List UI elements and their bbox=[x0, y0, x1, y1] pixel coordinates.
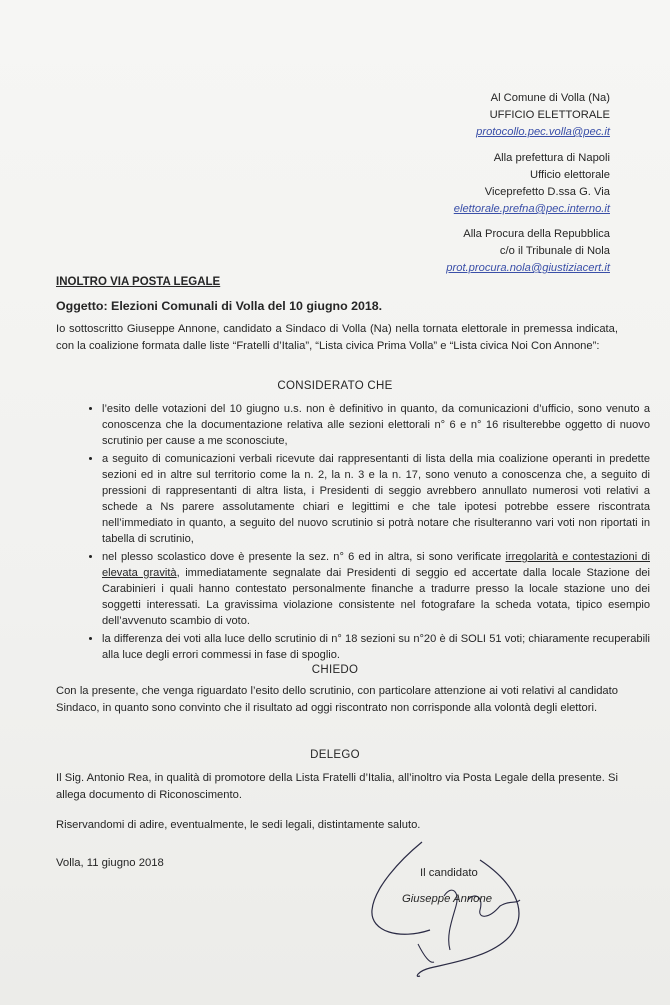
recipient-email[interactable]: protocollo.pec.volla@pec.it bbox=[476, 126, 610, 138]
list-item-text: nel plesso scolastico dove è presente la sez. n° 6 ed in altra, si sono verificate bbox=[102, 551, 506, 563]
delego-heading: DELEGO bbox=[310, 749, 360, 761]
delegation-paragraph: Il Sig. Antonio Rea, in qualità di promotore della Lista Fratelli d’Italia, all’inoltro via Posta Legale della presente. Si allega documento di Riconoscimento. bbox=[56, 772, 618, 801]
recipient-prefettura bbox=[454, 150, 610, 218]
list-item-text: , immediatamente segnalate dai Presidenti di seggio ed accertate dalla locale Stazione dei Carabinieri i quali hanno contestato personalmente finanche a tradurre presso la locale stazione uno dei soggetti interessati. La gravissima violazione consistente nel fotografare la scheda votata, tipico esempio dell’avvenuto scambio di voto. bbox=[102, 567, 650, 627]
list-item: • la differenza dei voti alla luce dello scrutinio di n° 18 sezioni su n°20 è di SOLI 51 voti; chiaramente recuperabili alla luce degli errori commessi in fase di spoglio. bbox=[102, 631, 650, 663]
recipient-line: UFFICIO ELETTORALE bbox=[489, 109, 610, 121]
recipient-email[interactable]: prot.procura.nola@giustiziacert.it bbox=[446, 262, 610, 274]
recipient-line: Ufficio elettorale bbox=[529, 169, 610, 181]
underlined-text: irregolarità e contestazioni di elevata gravità bbox=[102, 551, 650, 579]
list-item: • a seguito di comunicazioni verbali ricevute dai rappresentanti di lista della mia coalizione operanti in predette sezioni ed in altre sul territorio come la n. 2, la n. 3 e la n. 17, sono venuto a conoscenza che, a seguito di pressioni di rappresentanti di altra lista, i Presidenti di seggio avrebbero annullato numerosi voti relativi a schede a Ns parere assolutamente chiari e legittimi e che tale ipotesi potrebbe essere riscontrata nell’immediato in quanto, a seguito del nuovo scrutinio si potrà notare che risulteranno vari voti non riportati in tabella di scrutinio, bbox=[102, 451, 650, 547]
recipient-line: Alla Procura della Repubblica bbox=[463, 228, 610, 240]
recipient-line: Al Comune di Volla (Na) bbox=[490, 92, 610, 104]
signature-role: Il candidato bbox=[420, 867, 478, 879]
place-date: Volla, 11 giugno 2018 bbox=[56, 857, 164, 869]
delivery-method: INOLTRO VIA POSTA LEGALE bbox=[56, 276, 221, 288]
list-item bbox=[102, 549, 650, 629]
request-paragraph: Con la presente, che venga riguardato l’esito dello scrutinio, con particolare attenzione ai voti relativi al candidato Sindaco, in quanto sono convinto che il risultato ad oggi riscontrato non corrisponde alla volontà degli elettori. bbox=[56, 685, 618, 714]
recipient-comune bbox=[476, 90, 610, 141]
subject-line: Oggetto: Elezioni Comunali di Volla del 10 giugno 2018. bbox=[56, 299, 383, 313]
intro-paragraph: Io sottoscritto Giuseppe Annone, candidato a Sindaco di Volla (Na) nella tornata elettorale in premessa indicata, con la coalizione formata dalle liste “Fratelli d’Italia”, “Lista civica Prima Volla” e “Lista civica Noi Con Annone”: bbox=[56, 323, 618, 352]
list-item: • l’esito delle votazioni del 10 giugno u.s. non è definitivo in quanto, da comunicazioni d’ufficio, sono venuto a conoscenza che la documentazione relativa alle sezioni elettorali n° 6 e n° 16 risulterebbe oggetto di nuovo scrutinio per cause a me sconosciute, bbox=[102, 401, 650, 449]
recipient-line: Alla prefettura di Napoli bbox=[493, 152, 610, 164]
handwritten-signature bbox=[360, 840, 540, 980]
considerato-heading: CONSIDERATO CHE bbox=[277, 380, 393, 392]
recipient-line: Viceprefetto D.ssa G. Via bbox=[484, 186, 610, 198]
recipient-line: c/o il Tribunale di Nola bbox=[499, 245, 610, 257]
recipient-procura bbox=[446, 226, 610, 277]
signature-name: Giuseppe Annone bbox=[402, 893, 493, 905]
chiedo-heading: CHIEDO bbox=[311, 664, 359, 676]
considerations-list bbox=[78, 401, 650, 665]
recipient-email[interactable]: elettorale.prefna@pec.interno.it bbox=[453, 203, 610, 215]
closing-salutation: Riservandomi di adire, eventualmente, le sedi legali, distintamente saluto. bbox=[56, 819, 421, 831]
